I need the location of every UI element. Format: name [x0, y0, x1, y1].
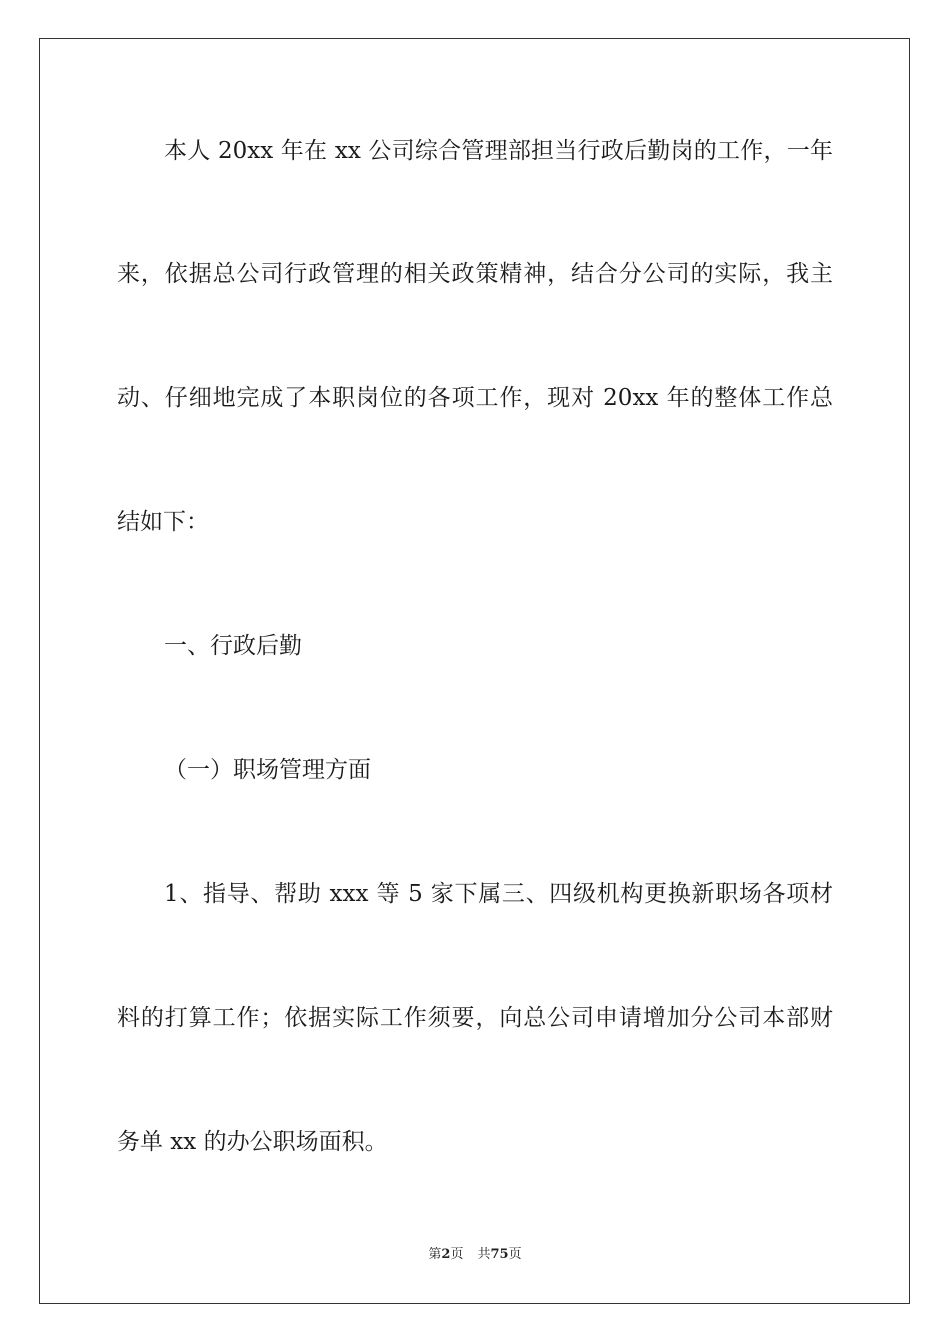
section-heading: 一、行政后勤	[164, 633, 302, 659]
item-line-1: 1、指导、帮助 xxx 等 5 家下属三、四级机构更换新职场各项材	[164, 881, 833, 907]
item-line-3: 务单 xx 的办公职场面积。	[117, 1129, 388, 1155]
total-suffix: 页	[508, 1247, 522, 1262]
page-border	[39, 38, 910, 1304]
page-footer	[0, 1246, 950, 1264]
subsection-heading: （一）职场管理方面	[164, 757, 371, 783]
paragraph-line-4: 结如下：	[117, 509, 209, 535]
current-page-number: 2	[441, 1247, 451, 1262]
page-suffix: 页	[450, 1247, 464, 1262]
total-page-count: 75	[490, 1247, 509, 1262]
paragraph-line-1: 本人 20xx 年在 xx 公司综合管理部担当行政后勤岗的工作，一年	[164, 138, 833, 164]
paragraph-line-2: 来，依据总公司行政管理的相关政策精神，结合分公司的实际，我主	[117, 261, 833, 287]
item-line-2: 料的打算工作；依据实际工作须要，向总公司申请增加分公司本部财	[117, 1005, 833, 1031]
page-prefix: 第	[428, 1247, 442, 1262]
total-prefix: 共	[477, 1247, 491, 1262]
paragraph-line-3: 动、仔细地完成了本职岗位的各项工作，现对 20xx 年的整体工作总	[117, 385, 833, 411]
